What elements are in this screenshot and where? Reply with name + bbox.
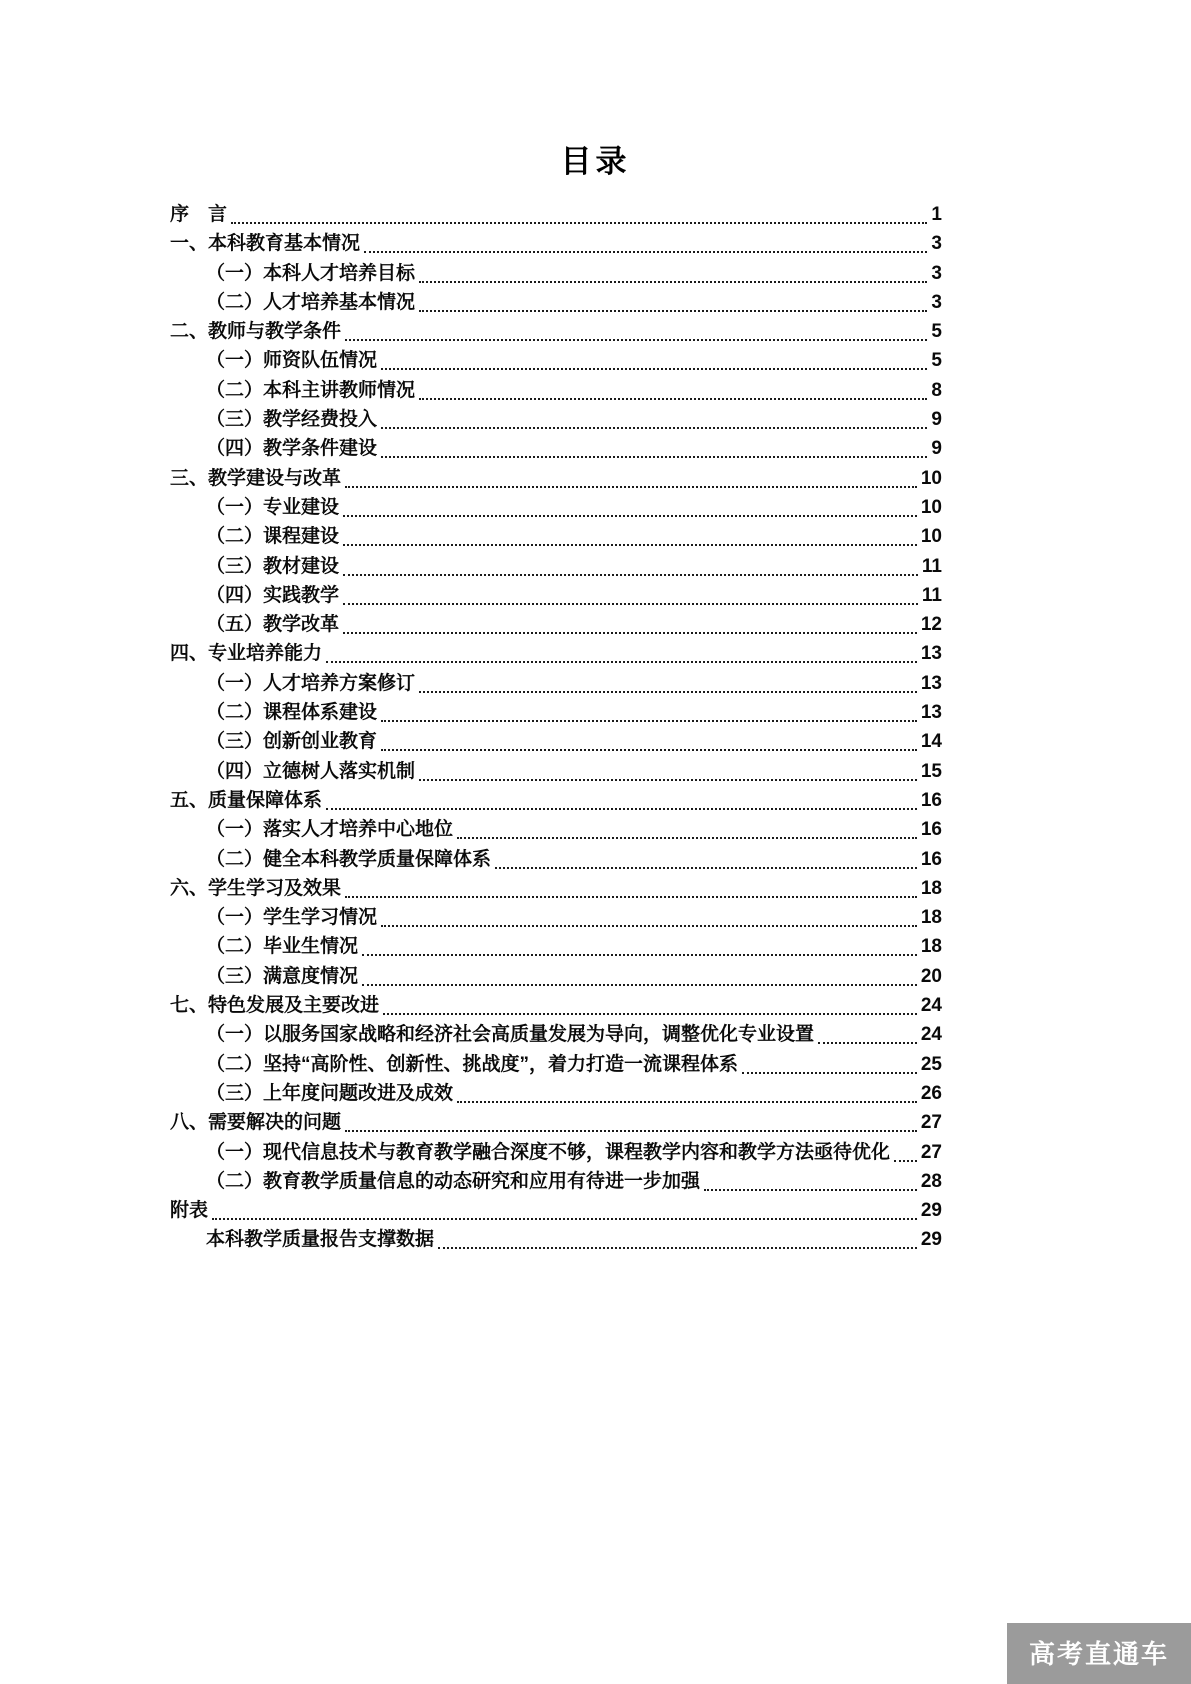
toc-entry-label: （三）教材建设 [206,555,340,577]
toc-entry-label: （一）专业建设 [206,496,340,518]
toc-entry-label: 六、学生学习及效果 [170,877,342,899]
toc-entry-label: （五）教学改革 [206,614,340,636]
toc-leader-dots [381,347,927,370]
toc-entry-label: 七、特色发展及主要改进 [170,995,380,1017]
toc-entry-page: 8 [931,379,942,401]
toc-entry-page: 15 [920,760,942,782]
toc-entry-page: 24 [920,995,942,1017]
toc-leader-dots [457,816,917,839]
toc-entry-label: （四）立德树人落实机制 [206,760,416,782]
toc-entry [170,1226,942,1255]
toc-entry-page: 13 [920,702,942,724]
toc-entry-label: 二、教师与教学条件 [170,321,342,343]
toc-entry-page: 20 [920,965,942,987]
toc-leader-dots [457,1080,917,1103]
toc-entry-label: （二）健全本科教学质量保障体系 [206,848,492,870]
toc-entry-page: 18 [920,907,942,929]
toc-entry-page: 25 [920,1053,942,1075]
toc-entry-label: （一）以服务国家战略和经济社会高质量发展为导向，调整优化专业设置 [206,1024,815,1046]
toc-leader-dots [419,670,917,693]
toc-leader-dots [231,201,927,224]
toc-entry-page: 10 [920,526,942,548]
toc-entry-page: 12 [920,614,942,636]
toc-leader-dots [362,933,917,956]
toc-leader-dots [343,582,918,605]
toc-entry [170,1080,942,1109]
toc-entry-label: 八、需要解决的问题 [170,1112,342,1134]
toc-leader-dots [419,289,927,312]
toc-entry-page: 16 [920,819,942,841]
toc-leader-dots [381,699,917,722]
toc-leader-dots [362,963,917,986]
toc-entry-page: 27 [920,1141,942,1163]
toc-entry-page: 10 [920,467,942,489]
toc-entry [170,1021,942,1050]
toc-entry-label: 三、教学建设与改革 [170,467,342,489]
toc-entry [170,582,942,611]
toc-entry-label: （一）落实人才培养中心地位 [206,819,454,841]
toc-entry-label: （三）上年度问题改进及成效 [206,1082,454,1104]
toc-leader-dots [381,904,917,927]
toc-leader-dots [381,406,927,429]
toc-leader-dots [742,1051,917,1074]
toc-entry-label: 四、专业培养能力 [170,643,323,665]
toc-entry [170,494,942,523]
toc-entry [170,963,942,992]
toc-entry-page: 26 [920,1082,942,1104]
toc-entry-label: （一）现代信息技术与教育教学融合深度不够，课程教学内容和教学方法亟待优化 [206,1141,891,1163]
toc-entry [170,1109,942,1138]
toc-entry-page: 18 [920,877,942,899]
toc-entry-page: 1 [931,204,942,225]
toc-entry-label: （四）教学条件建设 [206,438,378,460]
toc-entry [170,201,942,230]
toc-entry-label: （一）学生学习情况 [206,907,378,929]
toc-leader-dots [419,260,927,283]
toc-entry [170,318,942,347]
toc-entry [170,553,942,582]
toc-entry-label: （三）教学经费投入 [206,409,378,431]
watermark-badge: 高考直通车 [1007,1623,1191,1684]
toc-leader-dots [345,1109,917,1132]
toc-leader-dots [343,494,917,517]
toc-entry [170,904,942,933]
toc-entry-label: （二）本科主讲教师情况 [206,379,416,401]
toc-leader-dots [495,846,917,869]
toc-entry-label: （二）人才培养基本情况 [206,291,416,313]
page-title: 目录 [560,144,631,179]
toc-entry-page: 11 [921,584,942,606]
toc-entry [170,699,942,728]
toc-entry-page: 27 [920,1112,942,1134]
toc-entry [170,377,942,406]
toc-entry-page: 28 [920,1170,942,1192]
toc-entry [170,992,942,1021]
toc-entry-page: 9 [931,409,942,431]
toc-entry [170,406,942,435]
toc-entry [170,728,942,757]
toc-entry [170,758,942,787]
toc-leader-dots [419,758,917,781]
toc-entry-label: 本科教学质量报告支撑数据 [206,1229,435,1251]
toc-entry-label: 附表 [170,1200,209,1222]
toc-entry-label: （二）坚持“高阶性、创新性、挑战度”，着力打造一流课程体系 [206,1053,739,1075]
toc-entry-page: 11 [921,555,942,577]
toc-entry [170,1197,942,1226]
toc-leader-dots [704,1168,917,1191]
toc-entry-label: （二）毕业生情况 [206,936,359,958]
toc-entry-label: （二）教育教学质量信息的动态研究和应用有待进一步加强 [206,1170,701,1192]
toc-leader-dots [818,1021,917,1044]
toc-list [170,201,942,1256]
toc-entry-page: 13 [920,643,942,665]
toc-leader-dots [326,787,917,810]
toc-entry-page: 9 [931,438,942,460]
toc-entry-page: 3 [931,262,942,284]
toc-leader-dots [345,875,917,898]
toc-entry-page: 3 [931,233,942,255]
toc-entry [170,611,942,640]
toc-entry [170,1168,942,1197]
toc-entry-label: （二）课程体系建设 [206,702,378,724]
toc-leader-dots [381,728,917,751]
toc-entry-page: 5 [931,350,942,372]
toc-entry-page: 10 [920,496,942,518]
toc-entry-label: （三）创新创业教育 [206,731,378,753]
toc-entry [170,230,942,259]
toc-leader-dots [326,640,917,663]
toc-entry [170,1139,942,1168]
toc-entry [170,465,942,494]
toc-entry [170,875,942,904]
toc-entry-label: （一）本科人才培养目标 [206,262,416,284]
toc-entry-label: 一、本科教育基本情况 [170,233,361,255]
toc-leader-dots [438,1226,917,1249]
toc-entry [170,670,942,699]
toc-entry-page: 18 [920,936,942,958]
toc-entry-label: （一）人才培养方案修订 [206,672,416,694]
toc-entry [170,846,942,875]
toc-leader-dots [419,377,927,400]
toc-entry [170,289,942,318]
toc-entry [170,435,942,464]
toc-entry [170,260,942,289]
toc-entry-label: （二）课程建设 [206,526,340,548]
toc-entry [170,933,942,962]
toc-entry-label: 五、质量保障体系 [170,789,323,811]
toc-entry-page: 16 [920,789,942,811]
toc-entry [170,523,942,552]
toc-entry-page: 3 [931,291,942,313]
toc-entry-label: （一）师资队伍情况 [206,350,378,372]
toc-leader-dots [212,1197,917,1220]
toc-leader-dots [364,230,927,253]
toc-entry-page: 29 [920,1200,942,1222]
toc-leader-dots [345,318,927,341]
toc-entry-page: 29 [920,1229,942,1251]
toc-entry-label: （四）实践教学 [206,584,340,606]
toc-entry [170,347,942,376]
toc-entry-page: 13 [920,672,942,694]
toc-leader-dots [343,523,917,546]
toc-entry-page: 16 [920,848,942,870]
toc-entry-label: （三）满意度情况 [206,965,359,987]
toc-leader-dots [345,465,917,488]
toc-entry-page: 5 [931,321,942,343]
toc-leader-dots [894,1139,917,1162]
toc-leader-dots [383,992,917,1015]
toc-entry [170,640,942,669]
toc-entry-page: 24 [920,1024,942,1046]
toc-entry [170,787,942,816]
toc-leader-dots [381,435,927,458]
toc-entry [170,1051,942,1080]
toc-leader-dots [343,611,917,634]
toc-entry [170,816,942,845]
toc-leader-dots [343,553,918,576]
toc-entry-page: 14 [920,731,942,753]
toc-entry-label: 序 言 [170,204,228,225]
